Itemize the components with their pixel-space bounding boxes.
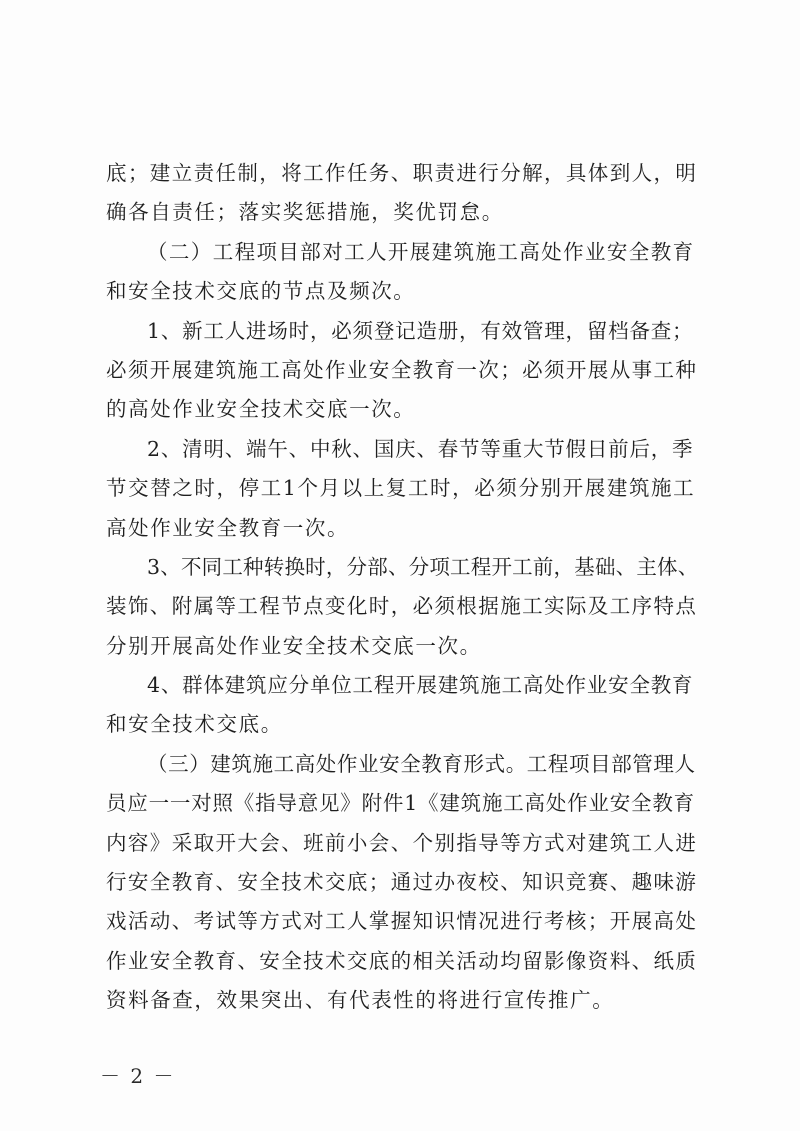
text-line: 员应一一对照《指导意见》附件1《建筑施工高处作业安全教育 xyxy=(106,791,695,816)
body-text xyxy=(106,154,698,1021)
text-line: 行安全教育、安全技术交底；通过办夜校、知识竞赛、趣味游 xyxy=(106,870,698,895)
text-line: 4、群体建筑应分单位工程开展建筑施工高处作业安全教育 xyxy=(147,673,694,698)
paragraph-heading: （二）工程项目部对工人开展建筑施工高处作业安全教育 xyxy=(147,239,695,264)
page-number: － 2 － xyxy=(100,1064,176,1088)
text-line: 和安全技术交底。 xyxy=(106,712,283,737)
paragraph-heading: （三）建筑施工高处作业安全教育形式。工程项目部管理人 xyxy=(147,751,696,776)
text-line: 分别开展高处作业安全技术交底一次。 xyxy=(106,633,482,658)
text-line: 的高处作业安全技术交底一次。 xyxy=(106,397,416,422)
text-line: 内容》采取开大会、班前小会、个别指导等方式对建筑工人进 xyxy=(106,830,698,855)
text-line: 戏活动、考试等方式对工人掌握知识情况进行考核；开展高处 xyxy=(106,909,698,934)
text-line: 3、不同工种转换时，分部、分项工程开工前，基础、主体、 xyxy=(147,554,699,579)
text-line: 1、新工人进场时，必须登记造册，有效管理，留档备查； xyxy=(147,318,694,343)
text-line: 装饰、附属等工程节点变化时，必须根据施工实际及工序特点 xyxy=(106,594,698,619)
text-line: 和安全技术交底的节点及频次。 xyxy=(106,279,416,304)
text-line: 资料备查，效果突出、有代表性的将进行宣传推广。 xyxy=(106,988,615,1013)
text-line: 必须开展建筑施工高处作业安全教育一次；必须开展从事工种 xyxy=(106,357,698,382)
text-line: 确各自责任；落实奖惩措施，奖优罚怠。 xyxy=(106,200,504,225)
text-line: 高处作业安全教育一次。 xyxy=(106,515,350,540)
text-line: 作业安全教育、安全技术交底的相关活动均留影像资料、纸质 xyxy=(106,948,698,973)
text-line: 2、清明、端午、中秋、国庆、春节等重大节假日前后，季 xyxy=(147,436,694,461)
text-line: 节交替之时，停工1个月以上复工时，必须分别开展建筑施工 xyxy=(106,476,696,501)
text-line: 底；建立责任制，将工作任务、职责进行分解，具体到人，明 xyxy=(106,161,698,185)
